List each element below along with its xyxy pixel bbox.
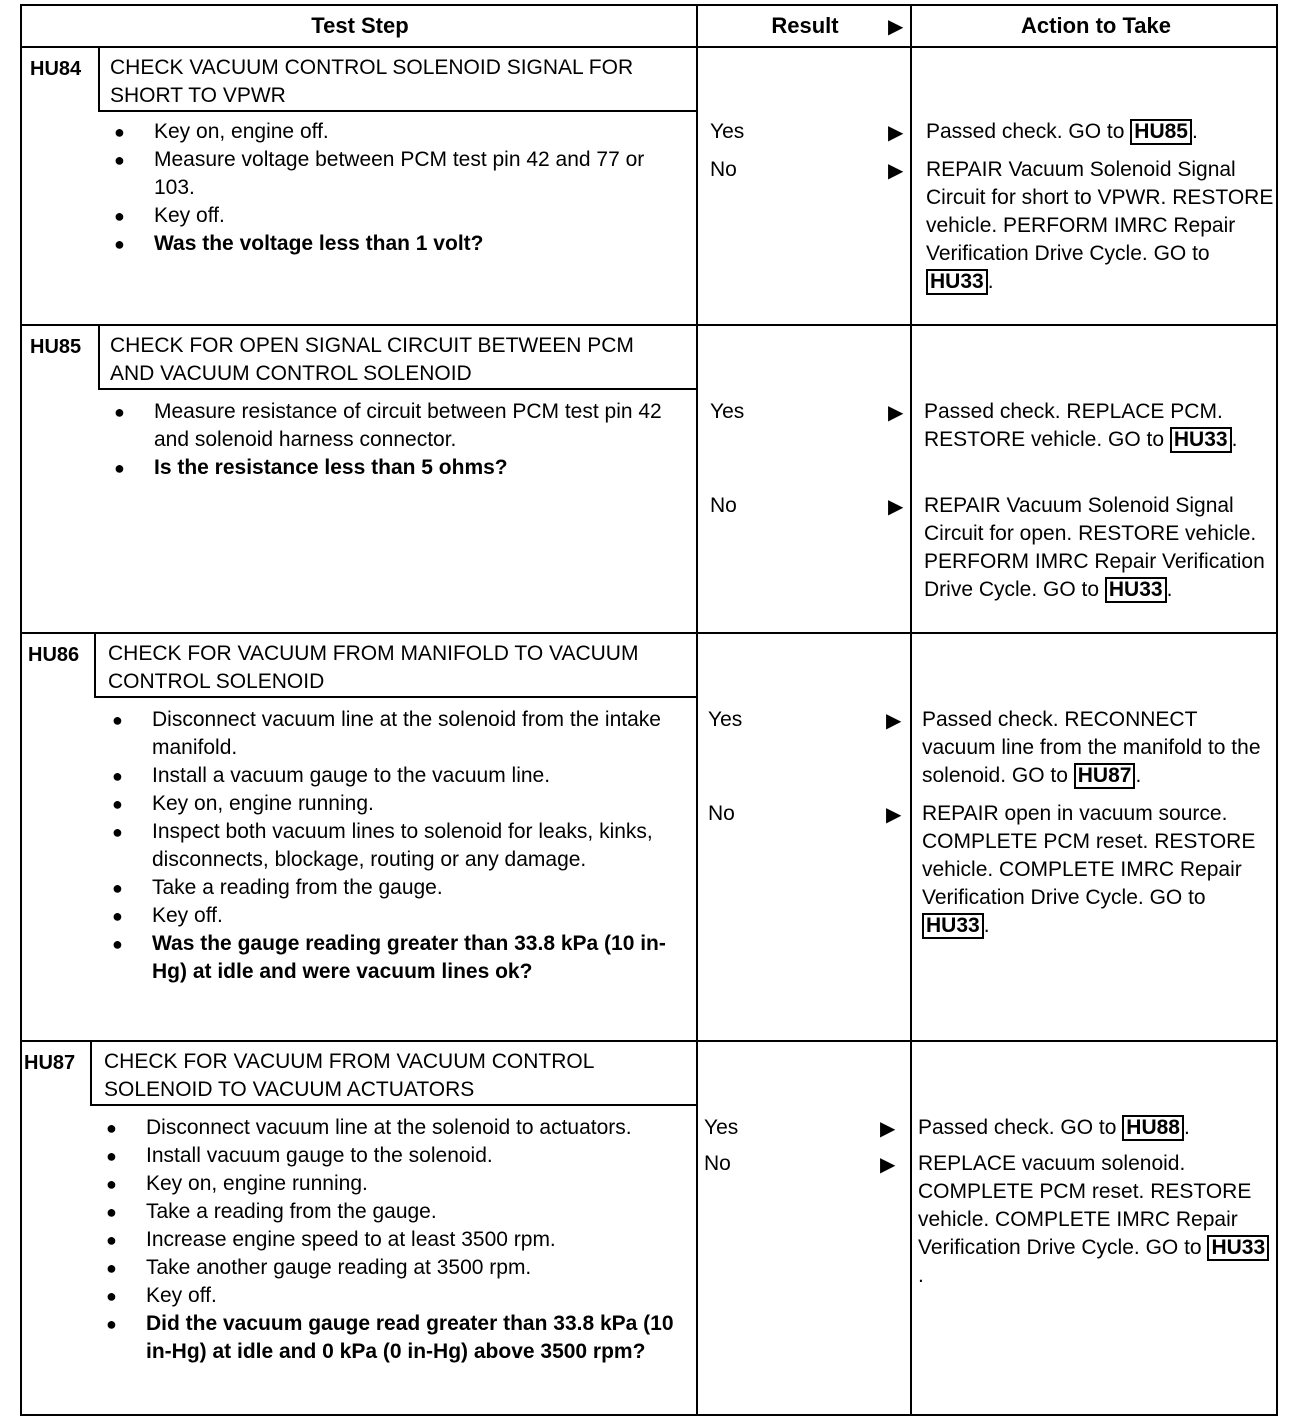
diagnostic-table <box>20 4 1278 1416</box>
step-reference[interactable]: HU33 <box>926 269 988 295</box>
step-reference[interactable]: HU85 <box>1130 119 1192 145</box>
result-no: No <box>708 802 735 825</box>
result-yes: Yes <box>708 708 743 731</box>
step-item: ● Take a reading from the gauge. <box>106 1198 686 1226</box>
title-divider <box>100 388 696 390</box>
action-tail: . <box>987 270 994 293</box>
action-body: REPAIR Vacuum Solenoid Signal Circuit for open. RESTORE vehicle. PERFORM IMRC Repair Verification Drive Cycle. GO to <box>924 494 1265 601</box>
action-tail: . <box>983 914 990 937</box>
action-text <box>924 492 1274 604</box>
result-yes: Yes <box>710 400 745 423</box>
action-tail: . <box>1166 578 1173 601</box>
header-test-step: Test Step <box>311 13 409 38</box>
action-body: Passed check. GO to <box>918 1116 1117 1139</box>
step-question: ● Is the resistance less than 5 ohms? <box>114 454 674 482</box>
code-divider <box>94 634 96 698</box>
action-tail: . <box>1183 1116 1190 1139</box>
action-tail: . <box>918 1264 924 1287</box>
result-no: No <box>704 1152 731 1175</box>
code-divider <box>98 326 100 390</box>
header-action: Action to Take <box>1021 13 1171 38</box>
action-body: Passed check. GO to <box>926 120 1125 143</box>
step-item: ● Increase engine speed to at least 3500 rpm. <box>106 1226 686 1254</box>
step-code: HU87 <box>24 1052 76 1074</box>
result-column-divider <box>696 6 698 1414</box>
header-divider <box>22 46 1276 48</box>
action-tail: . <box>1191 120 1198 143</box>
action-text <box>926 118 1276 146</box>
step-list <box>114 398 674 482</box>
step-code: HU85 <box>30 336 82 358</box>
result-arrow-icon: ▶ <box>888 496 904 518</box>
step-code: HU86 <box>28 644 80 666</box>
result-arrow-icon: ▶ <box>888 122 904 144</box>
result-arrow-icon: ▶ <box>880 1118 896 1140</box>
action-body: REPLACE vacuum solenoid. COMPLETE PCM reset. RESTORE vehicle. COMPLETE IMRC Repair Verification Drive Cycle. GO to <box>918 1152 1252 1259</box>
title-divider <box>96 696 696 698</box>
action-body: REPAIR open in vacuum source. COMPLETE PCM reset. RESTORE vehicle. COMPLETE IMRC Repair Verification Drive Cycle. GO to <box>922 802 1256 909</box>
row-divider <box>22 632 1276 634</box>
step-item: ● Take another gauge reading at 3500 rpm. <box>106 1254 686 1282</box>
action-column-divider <box>910 6 912 1414</box>
code-divider <box>90 1042 92 1106</box>
step-item: ● Take a reading from the gauge. <box>112 874 682 902</box>
step-item: ● Disconnect vacuum line at the solenoid to actuators. <box>106 1114 686 1142</box>
step-item: ● Key on, engine running. <box>106 1170 686 1198</box>
result-no: No <box>710 158 737 181</box>
step-code: HU84 <box>30 58 82 80</box>
step-reference[interactable]: HU88 <box>1122 1115 1184 1141</box>
step-title: CHECK VACUUM CONTROL SOLENOID SIGNAL FOR SHORT TO VPWR <box>110 56 634 107</box>
step-reference[interactable]: HU33 <box>1207 1235 1269 1261</box>
action-body: Passed check. RECONNECT vacuum line from the manifold to the solenoid. GO to <box>922 708 1261 787</box>
step-item: ● Inspect both vacuum lines to solenoid for leaks, kinks, disconnects, blockage, routing or any damage. <box>112 818 682 874</box>
code-divider <box>98 48 100 112</box>
step-reference[interactable]: HU33 <box>1170 427 1232 453</box>
header-arrow-icon: ▶ <box>888 16 904 38</box>
action-text <box>922 706 1274 790</box>
step-reference[interactable]: HU87 <box>1074 763 1136 789</box>
step-reference[interactable]: HU33 <box>1105 577 1167 603</box>
header-result <box>700 6 910 46</box>
title-divider <box>100 110 696 112</box>
step-question: ● Did the vacuum gauge read greater than 33.8 kPa (10 in-Hg) at idle and 0 kPa (0 in-Hg) above 3500 rpm? <box>106 1310 686 1366</box>
step-item: ● Install vacuum gauge to the solenoid. <box>106 1142 686 1170</box>
step-reference[interactable]: HU33 <box>922 913 984 939</box>
step-item: ● Disconnect vacuum line at the solenoid from the intake manifold. <box>112 706 682 762</box>
step-item: ● Key on, engine running. <box>112 790 682 818</box>
action-body: REPAIR Vacuum Solenoid Signal Circuit for short to VPWR. RESTORE vehicle. PERFORM IMRC Repair Verification Drive Cycle. GO to <box>926 158 1274 265</box>
action-text <box>918 1114 1274 1142</box>
action-tail: . <box>1135 764 1142 787</box>
step-item: ● Install a vacuum gauge to the vacuum line. <box>112 762 682 790</box>
action-text <box>918 1150 1270 1290</box>
step-title: CHECK FOR VACUUM FROM VACUUM CONTROL SOLENOID TO VACUUM ACTUATORS <box>104 1050 594 1101</box>
step-item: ● Key on, engine off. <box>114 118 684 146</box>
step-item: ● Measure voltage between PCM test pin 42 and 77 or 103. <box>114 146 684 202</box>
result-arrow-icon: ▶ <box>886 804 902 826</box>
header-result-label: Result <box>771 13 839 38</box>
result-arrow-icon: ▶ <box>880 1154 896 1176</box>
result-yes: Yes <box>710 120 745 143</box>
action-text <box>922 800 1272 940</box>
result-no: No <box>710 494 737 517</box>
action-text <box>926 156 1276 296</box>
step-item: ● Key off. <box>114 202 684 230</box>
step-item: ● Key off. <box>106 1282 686 1310</box>
step-list <box>114 118 684 258</box>
result-arrow-icon: ▶ <box>888 160 904 182</box>
step-question: ● Was the voltage less than 1 volt? <box>114 230 684 258</box>
step-item: ● Key off. <box>112 902 682 930</box>
action-tail: . <box>1231 428 1238 451</box>
step-item: ● Measure resistance of circuit between PCM test pin 42 and solenoid harness connector. <box>114 398 674 454</box>
step-title: CHECK FOR VACUUM FROM MANIFOLD TO VACUUM CONTROL SOLENOID <box>108 642 639 693</box>
result-arrow-icon: ▶ <box>888 402 904 424</box>
row-divider <box>22 324 1276 326</box>
step-title: CHECK FOR OPEN SIGNAL CIRCUIT BETWEEN PCM AND VACUUM CONTROL SOLENOID <box>110 334 634 385</box>
result-yes: Yes <box>704 1116 739 1139</box>
row-divider <box>22 1040 1276 1042</box>
action-body: Passed check. REPLACE PCM. RESTORE vehicle. GO to <box>924 400 1223 451</box>
result-arrow-icon: ▶ <box>886 710 902 732</box>
step-question: ● Was the gauge reading greater than 33.8 kPa (10 in-Hg) at idle and were vacuum lines ok? <box>112 930 682 986</box>
title-divider <box>92 1104 696 1106</box>
step-list <box>112 706 682 986</box>
action-text <box>924 398 1276 454</box>
step-list <box>106 1114 686 1366</box>
